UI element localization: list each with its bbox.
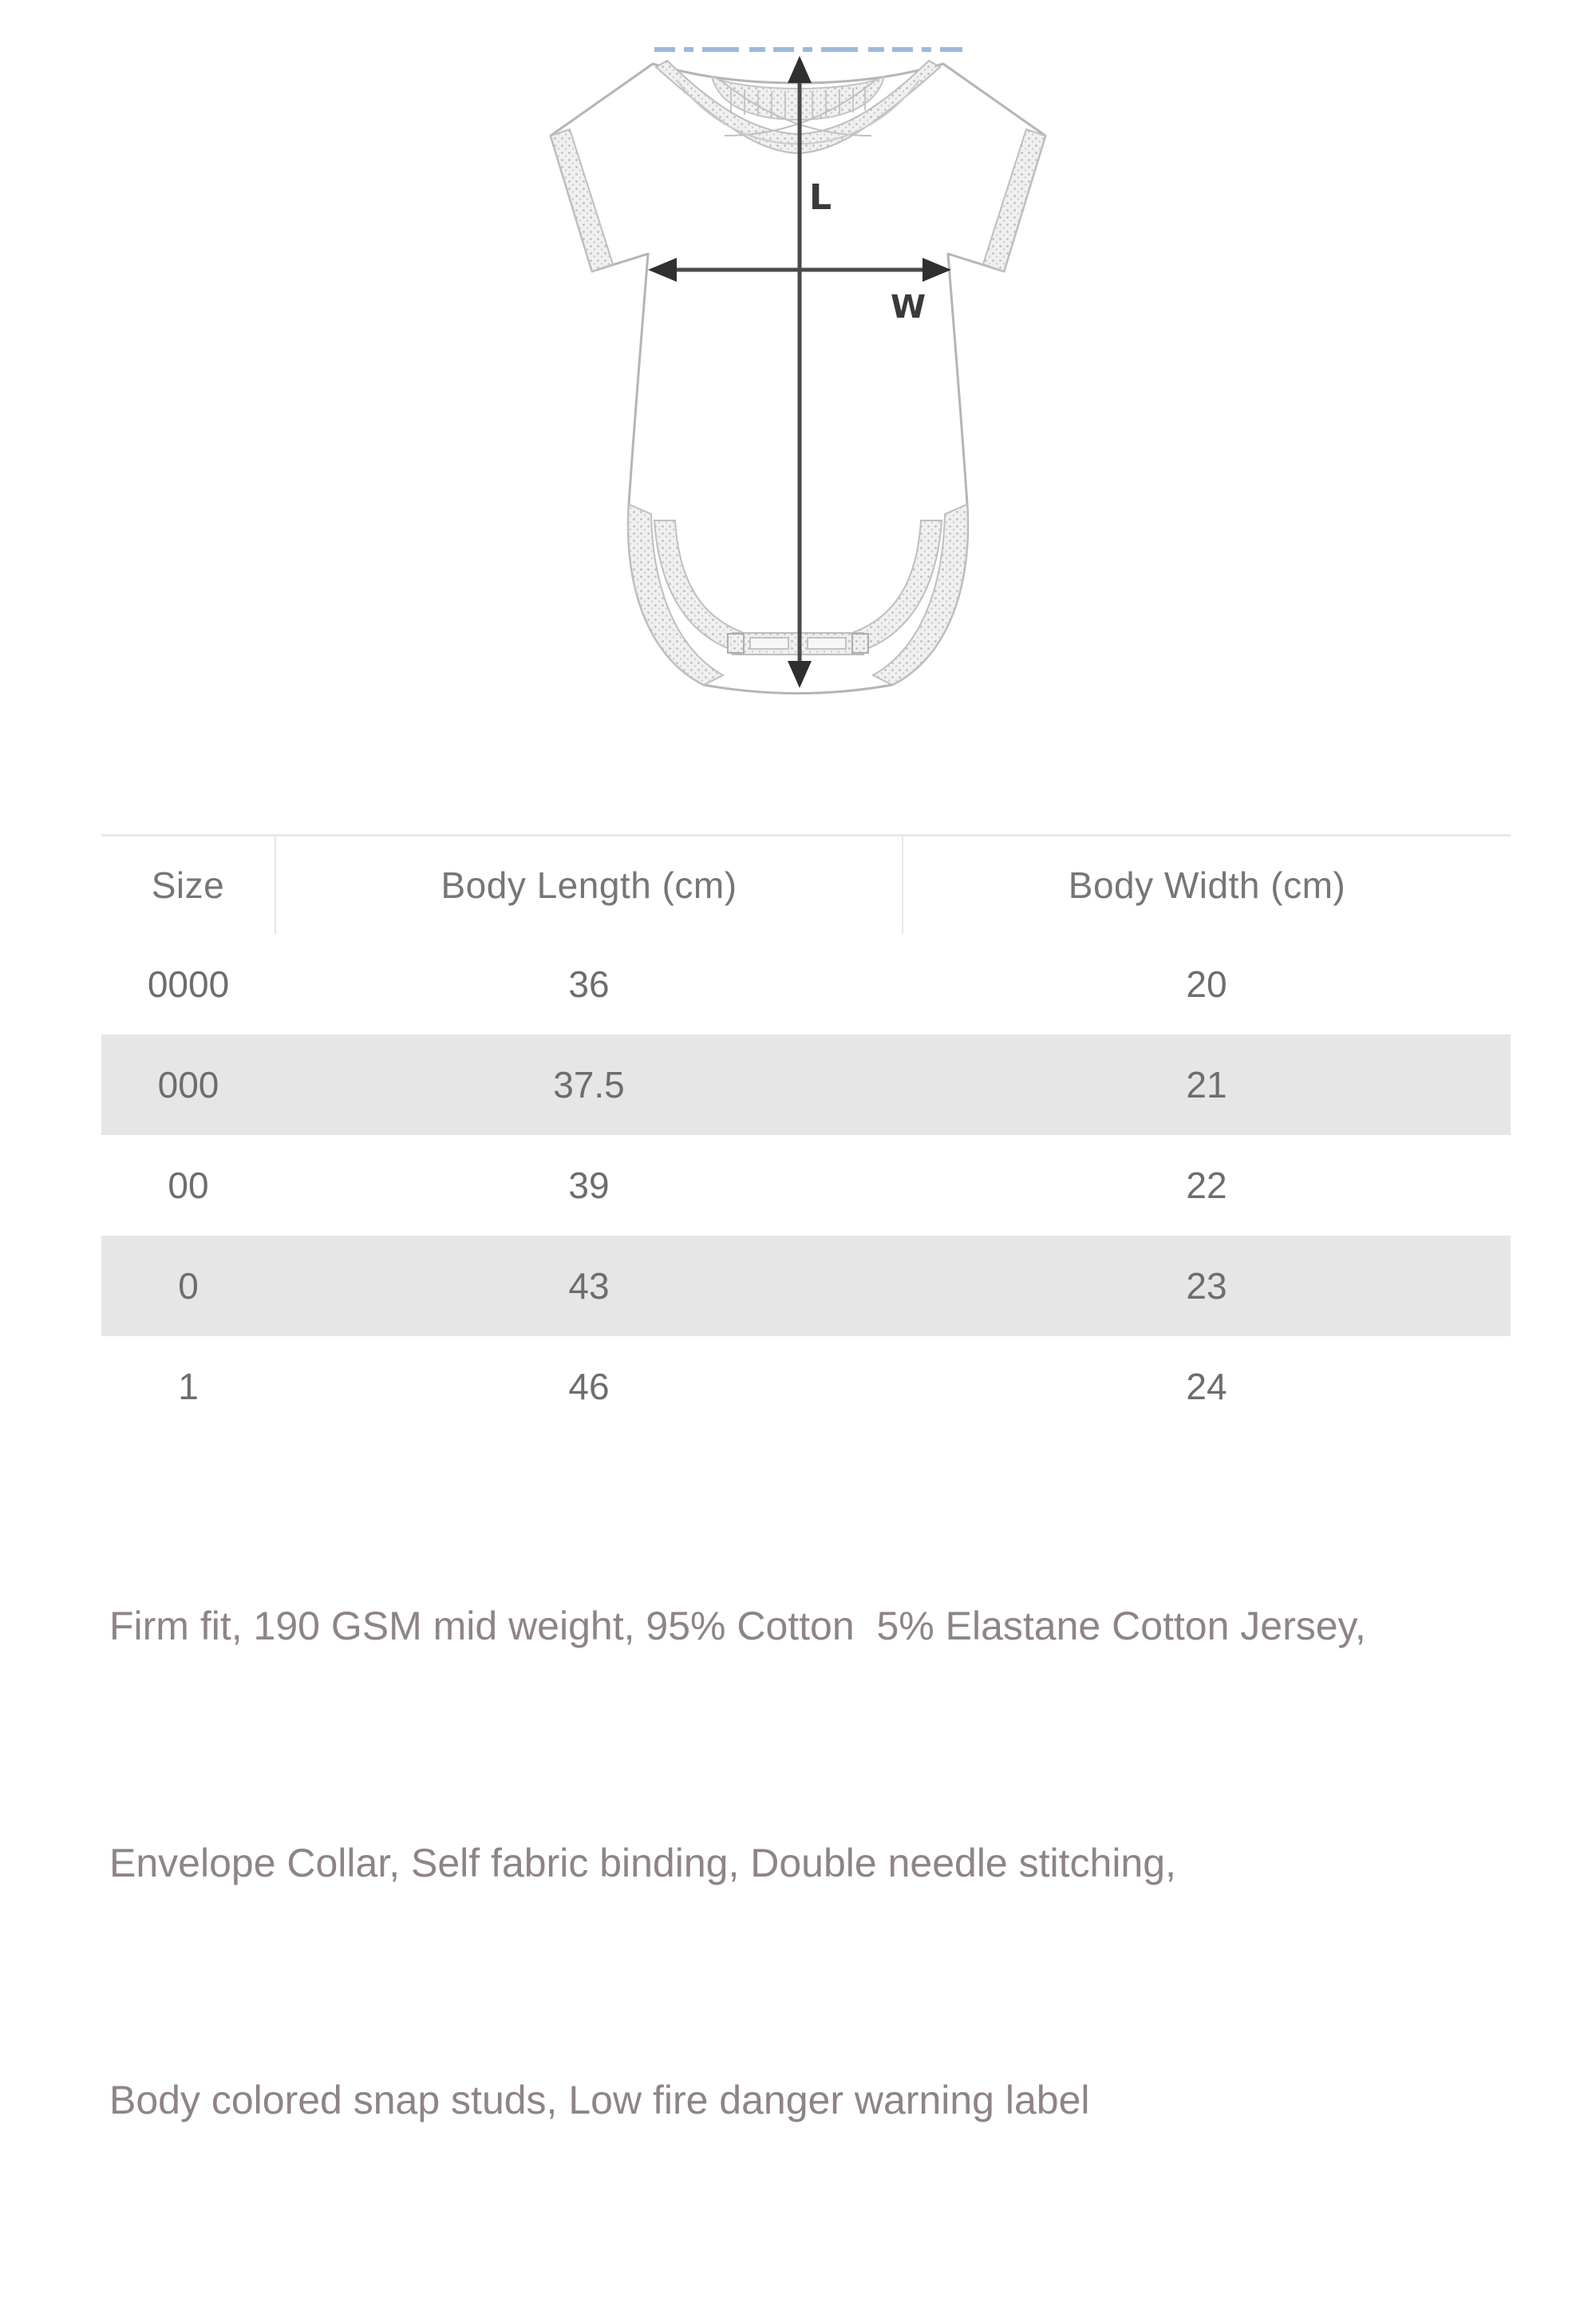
width-label: W xyxy=(891,289,926,326)
col-header-body-length: Body Length (cm) xyxy=(275,836,903,935)
description-line: Envelope Collar, Self fabric binding, Double needle stitching, xyxy=(109,1841,1176,1885)
cell-size: 00 xyxy=(168,1165,209,1206)
table-row xyxy=(101,1135,1511,1236)
snap-placket-left xyxy=(750,638,788,649)
table-row xyxy=(101,1034,1511,1135)
col-header-size: Size xyxy=(101,836,275,935)
description-line: Body colored snap studs, Low fire danger warning label xyxy=(109,2078,1090,2122)
snap-stud-right xyxy=(852,634,868,653)
cell-body-width: 24 xyxy=(1186,1366,1227,1407)
snap-placket-right xyxy=(808,638,846,649)
bodysuit-diagram-svg xyxy=(0,0,1596,750)
snap-stud-left xyxy=(728,634,744,653)
cell-body-width: 20 xyxy=(1186,963,1227,1005)
cell-body-length: 37.5 xyxy=(553,1064,625,1105)
length-label: L xyxy=(809,177,832,218)
cell-body-width: 21 xyxy=(1186,1064,1227,1105)
cell-body-width: 22 xyxy=(1186,1165,1227,1206)
cell-size: 0000 xyxy=(147,963,230,1005)
product-description xyxy=(109,1429,1530,2298)
cell-body-length: 46 xyxy=(568,1366,610,1407)
cell-body-width: 23 xyxy=(1186,1265,1227,1307)
size-table xyxy=(101,834,1511,1437)
table-row xyxy=(101,1336,1511,1437)
bodysuit-diagram xyxy=(0,0,1596,750)
table-row xyxy=(101,1236,1511,1336)
table-header-row xyxy=(101,836,1511,935)
cell-size: 0 xyxy=(178,1265,199,1307)
cell-body-length: 39 xyxy=(568,1165,610,1206)
table-row xyxy=(101,934,1511,1034)
description-line: Firm fit, 190 GSM mid weight, 95% Cotton 5% Elastane Cotton Jersey, xyxy=(109,1604,1366,1648)
cell-body-length: 43 xyxy=(568,1265,610,1307)
cell-size: 000 xyxy=(157,1064,219,1105)
cell-body-length: 36 xyxy=(568,963,610,1005)
col-header-body-width: Body Width (cm) xyxy=(1068,864,1346,906)
cell-size: 1 xyxy=(178,1366,199,1407)
